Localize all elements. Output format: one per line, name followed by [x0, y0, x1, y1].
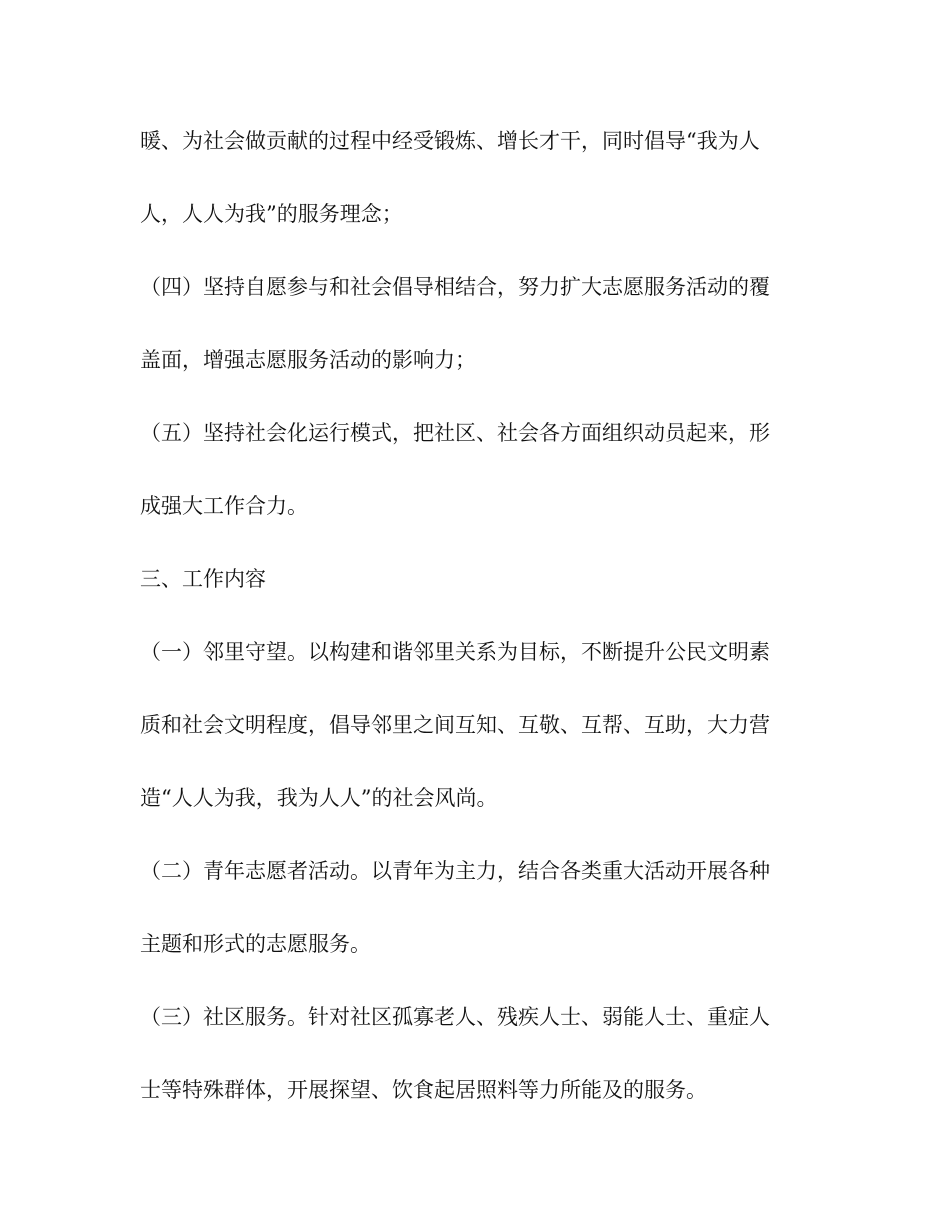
- text-line: 主题和形式的志愿服务。: [140, 932, 371, 956]
- text-line: （一）邻里守望。以构建和谐邻里关系为目标，不断提升公民文明素: [140, 640, 770, 664]
- text-line: （三）社区服务。针对社区孤寡老人、残疾人士、弱能人士、重症人: [140, 1005, 770, 1029]
- text-line: 暖、为社会做贡献的过程中经受锻炼、增长才干，同时倡导“我为人: [140, 129, 760, 153]
- text-line: （四）坚持自愿参与和社会倡导相结合，努力扩大志愿服务活动的覆: [140, 275, 770, 299]
- text-line: 造“人人为我，我为人人”的社会风尚。: [140, 786, 498, 810]
- text-line: 盖面，增强志愿服务活动的影响力；: [140, 348, 476, 372]
- text-line: 士等特殊群体，开展探望、饮食起居照料等力所能及的服务。: [140, 1078, 707, 1102]
- section-heading: 三、工作内容: [140, 567, 266, 591]
- text-line: 人，人人为我”的服务理念；: [140, 202, 403, 226]
- text-line: （二）青年志愿者活动。以青年为主力，结合各类重大活动开展各种: [140, 859, 770, 883]
- text-line: 成强大工作合力。: [140, 494, 308, 518]
- text-line: （五）坚持社会化运行模式，把社区、社会各方面组织动员起来，形: [140, 421, 770, 445]
- text-line: 质和社会文明程度，倡导邻里之间互知、互敬、互帮、互助，大力营: [140, 713, 770, 737]
